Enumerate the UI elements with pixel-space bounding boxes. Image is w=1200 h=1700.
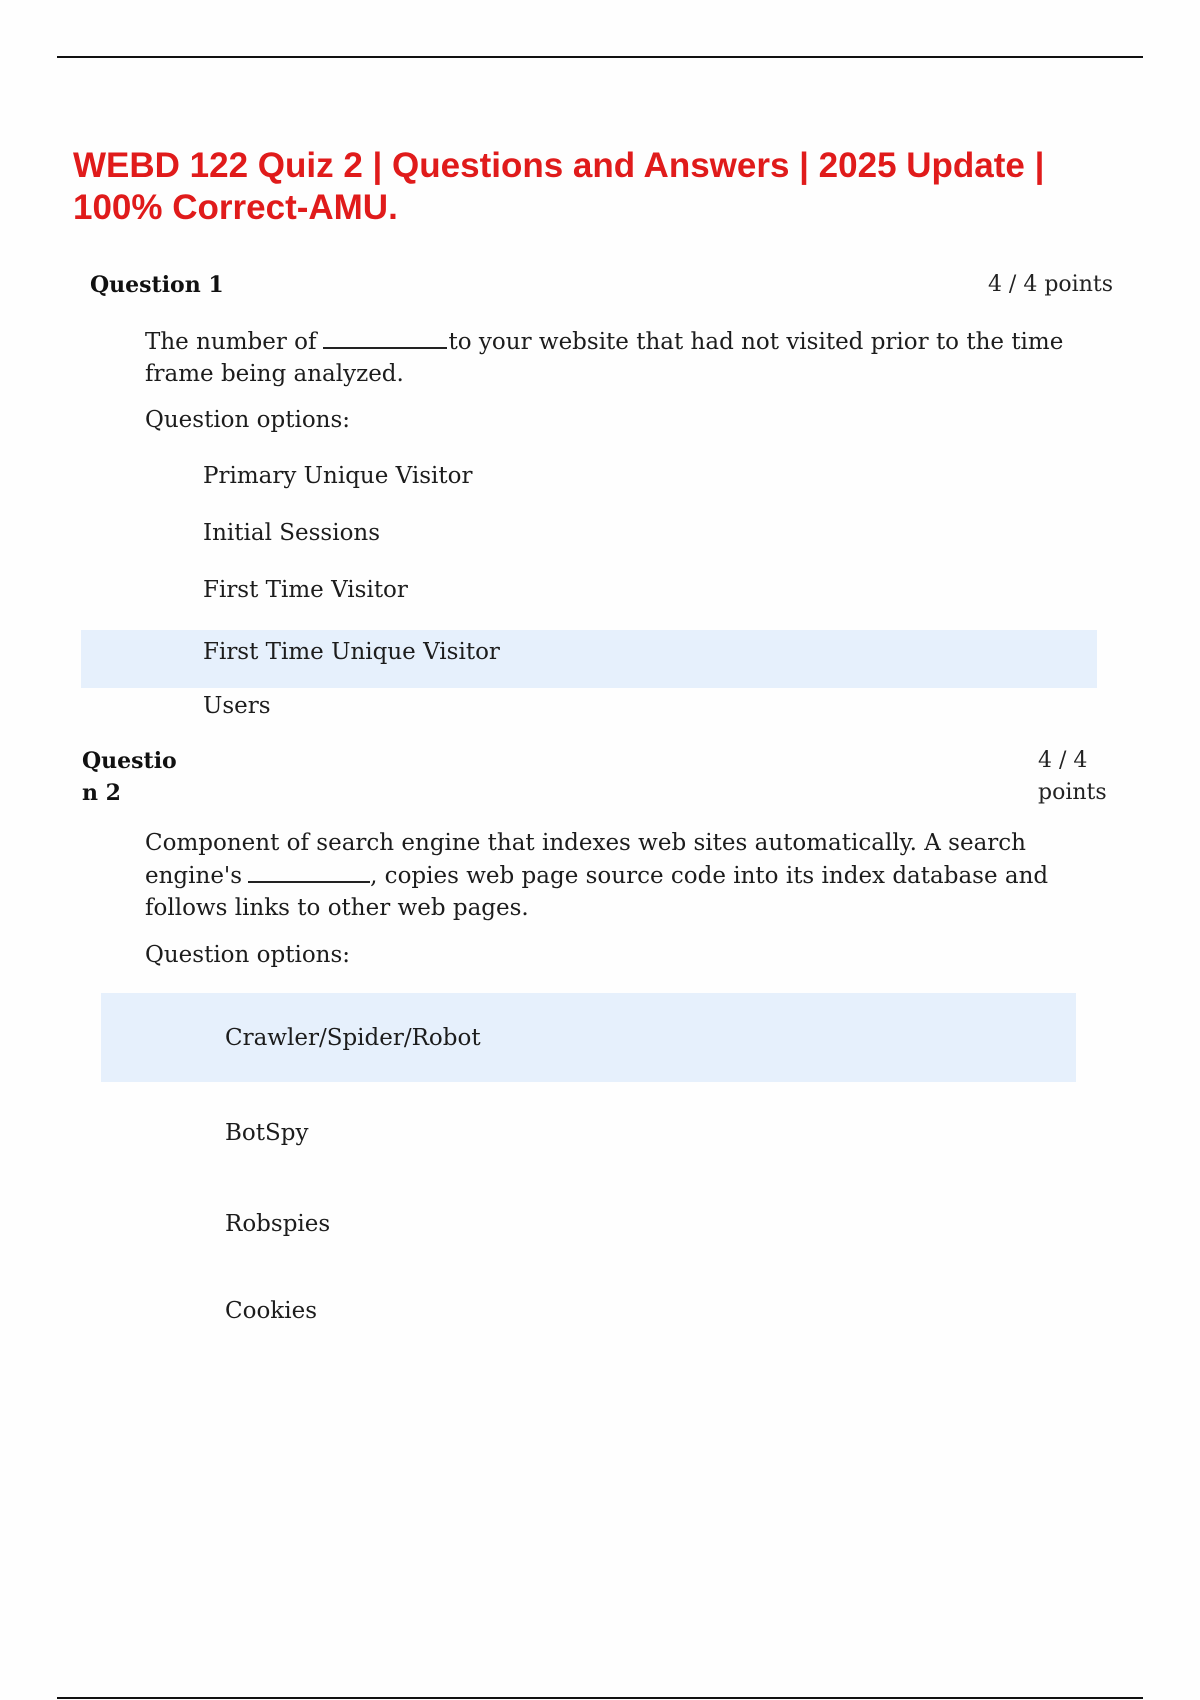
option-label: Cookies: [225, 1298, 317, 1324]
option-label: First Time Visitor: [203, 577, 408, 603]
question-2-points-line2: points: [1038, 780, 1107, 805]
question-2-text-before: Component of search engine that indexes web sites automatically. A search engine's: [145, 830, 1026, 889]
question-1-option-initial-sessions[interactable]: [81, 511, 1097, 555]
question-2-option-botspy[interactable]: [101, 1088, 1076, 1178]
question-2-option-robspies[interactable]: [101, 1179, 1076, 1269]
option-label: Crawler/Spider/Robot: [225, 1024, 481, 1051]
question-1-heading: Question 1: [90, 272, 224, 298]
option-label: Robspies: [225, 1211, 331, 1237]
option-label: BotSpy: [225, 1120, 309, 1146]
question-2-text-after: , copies web page source code into its index database and follows links to other web pages.: [145, 863, 1049, 921]
question-2-points-line1: 4 / 4: [1038, 748, 1088, 773]
question-1-text-before: The number of: [145, 329, 317, 355]
bottom-rule: [57, 1697, 1143, 1699]
question-1-points: 4 / 4 points: [987, 272, 1113, 297]
document-title: WEBD 122 Quiz 2 | Questions and Answers | 2025 Update | 100% Correct-AMU.: [73, 146, 1045, 227]
option-label: Initial Sessions: [203, 520, 381, 546]
question-2-text: [145, 827, 1080, 924]
option-label: Users: [203, 693, 271, 719]
question-1-blank: [323, 325, 447, 349]
question-1-options-label: Question options:: [145, 407, 351, 433]
question-2-blank: [248, 859, 370, 883]
question-2-option-crawler-spider-robot[interactable]: [101, 993, 1076, 1082]
question-1-option-first-time-visitor[interactable]: [81, 568, 1097, 612]
question-2-option-cookies[interactable]: [101, 1266, 1076, 1356]
question-2-options-label: Question options:: [145, 942, 351, 968]
question-1-text-after: to your website that had not visited prior to the time frame being analyzed.: [145, 329, 1064, 387]
question-2-heading: [82, 745, 177, 809]
question-1-option-first-time-unique-visitor[interactable]: [81, 630, 1097, 688]
question-1-option-users[interactable]: [81, 684, 1097, 728]
option-label: First Time Unique Visitor: [203, 639, 500, 665]
question-1-text: [145, 325, 1080, 390]
question-2-points: [988, 745, 1108, 809]
option-label: Primary Unique Visitor: [203, 463, 473, 489]
question-2-heading-line2: n 2: [82, 780, 121, 806]
question-1-option-primary-unique-visitor[interactable]: [81, 454, 1097, 498]
question-2-heading-line1: Questio: [82, 748, 177, 774]
top-rule: [57, 56, 1143, 58]
